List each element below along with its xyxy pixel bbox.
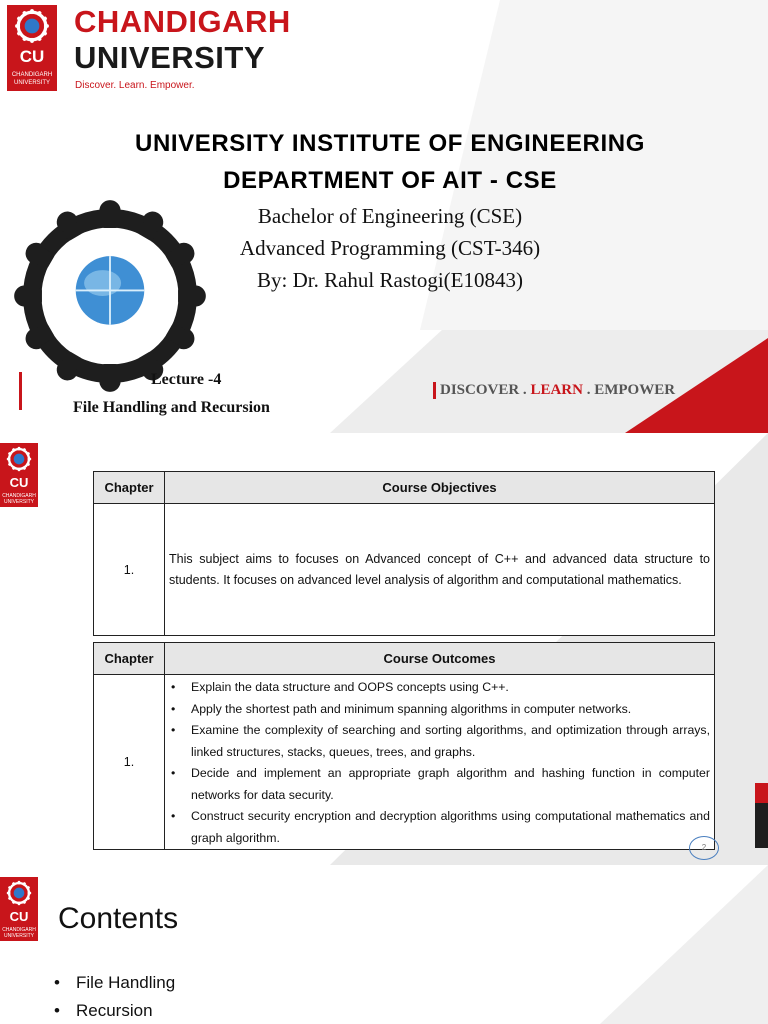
cu-sub-line2: UNIVERSITY — [13, 80, 50, 86]
objectives-header: Course Objectives — [165, 472, 715, 504]
motto-empower: . EMPOWER — [582, 382, 676, 398]
brand-university: UNIVERSITY — [74, 40, 266, 75]
list-item: • Examine the complexity of searching and sorting algorithms, and optimization through arrays, linked structures, stacks, queues, trees, and graphs. — [171, 723, 710, 759]
lecture-number: Lecture -4 — [151, 371, 222, 388]
motto-learn: LEARN — [530, 382, 583, 398]
cu-badge-small — [0, 877, 38, 941]
brand-name: CHANDIGARH — [74, 4, 291, 39]
lecture-topic: File Handling and Recursion — [73, 399, 270, 416]
contents-title: Contents — [58, 902, 179, 935]
list-item: • Explain the data structure and OOPS concepts using C++. — [171, 680, 509, 694]
cu-mark: CU — [19, 47, 45, 66]
course-line: Advanced Programming (CST-346) — [239, 236, 541, 260]
university-logo — [0, 0, 291, 100]
slide-contents — [0, 865, 768, 1024]
outcomes-cell — [165, 675, 715, 850]
cu-badge-small — [0, 443, 38, 507]
motto — [433, 382, 675, 399]
brand-tagline: Discover. Learn. Empower. — [75, 80, 195, 91]
outcomes-header: Course Outcomes — [165, 643, 715, 675]
cu-badge — [7, 5, 57, 91]
list-item: • Recursion — [54, 1001, 153, 1020]
cu-sub-line1: CHANDIGARH — [2, 927, 36, 933]
motto-discover: DISCOVER . — [440, 382, 531, 398]
cu-sub-line1: CHANDIGARH — [2, 493, 36, 499]
objectives-chapter-header: Chapter — [94, 472, 165, 504]
outcomes-chapter-cell: 1. — [94, 675, 165, 850]
gear-icon — [6, 446, 32, 472]
outcomes-chapter-header: Chapter — [94, 643, 165, 675]
contents-list — [52, 969, 175, 1024]
outcomes-table — [93, 642, 715, 850]
objectives-table — [93, 471, 715, 636]
cu-sub-line1: CHANDIGARH — [11, 72, 53, 78]
slide-title — [0, 0, 768, 433]
accent-bar — [19, 372, 22, 410]
list-item: • File Handling — [54, 973, 176, 992]
department-title: DEPARTMENT OF AIT - CSE — [223, 167, 557, 194]
list-item: • Decide and implement an appropriate graph algorithm and hashing function in computer networks for data security. — [171, 766, 710, 802]
author-line: By: Dr. Rahul Rastogi(E10843) — [257, 268, 523, 292]
cu-mark: CU — [9, 475, 29, 490]
degree-line: Bachelor of Engineering (CSE) — [257, 204, 523, 228]
outcomes-list — [169, 677, 710, 849]
cu-mark: CU — [9, 909, 29, 924]
page-number: 2 — [689, 836, 719, 860]
list-item: • Construct security encryption and decryption algorithms using computational mathematics and graph algorithm. — [171, 809, 710, 845]
cu-sub-line2: UNIVERSITY — [3, 933, 34, 939]
list-item: • Apply the shortest path and minimum spanning algorithms in computer networks. — [171, 701, 632, 716]
cu-sub-line2: UNIVERSITY — [3, 499, 34, 505]
slide-objectives — [0, 433, 768, 865]
objectives-text: This subject aims to focuses on Advanced concept of C++ and advanced data structure to students. It focuses on advanced level analysis of algorithm and computational mathematics. — [165, 504, 715, 636]
gear-icon — [14, 8, 50, 44]
institute-title: UNIVERSITY INSTITUTE OF ENGINEERING — [135, 130, 645, 157]
objectives-chapter-cell: 1. — [94, 504, 165, 636]
gear-icon — [6, 880, 32, 906]
gear-globe-icon — [5, 196, 215, 396]
